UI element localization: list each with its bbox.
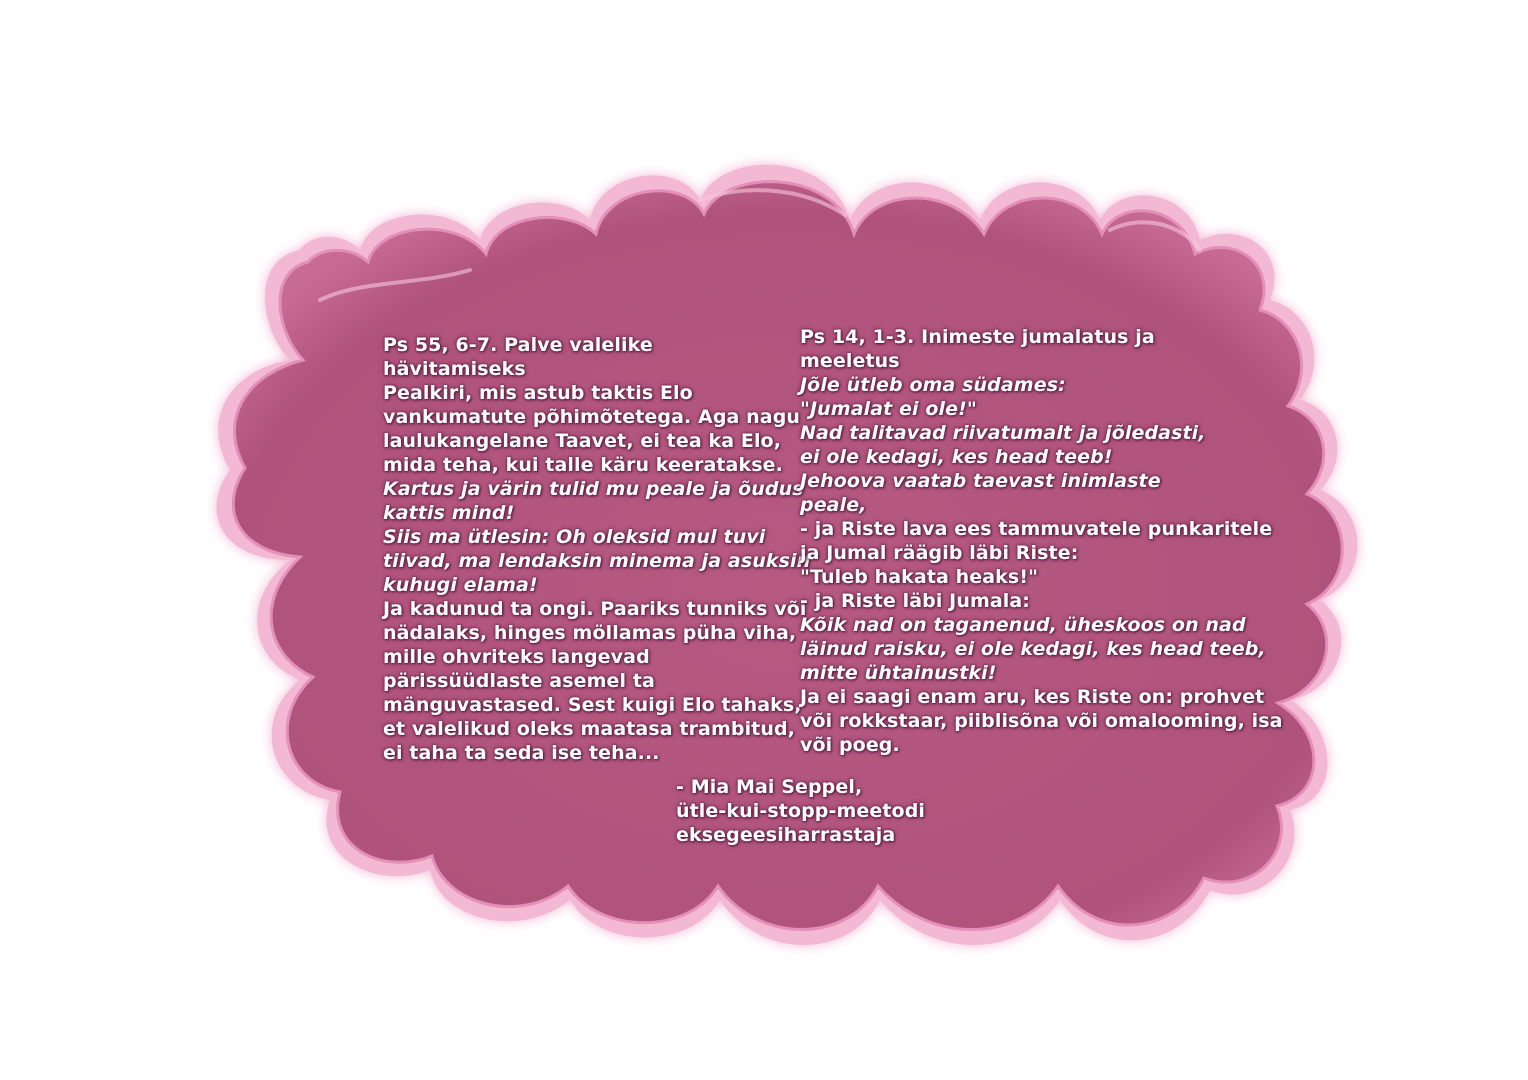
right-quote-line: Nad talitavad riivatumalt ja jõledasti, <box>800 422 1206 444</box>
left-text-line: Ja kadunud ta ongi. Paariks tunniks või <box>383 598 807 620</box>
left-text-line: mida teha, kui talle käru keeratakse. <box>383 454 783 476</box>
right-text-line: - ja Riste lava ees tammuvatele punkaritele <box>800 518 1273 540</box>
left-text-line: laulukangelane Taavet, ei tea ka Elo, <box>383 430 782 452</box>
right-text-line: "Tuleb hakata heaks!" <box>800 566 1039 588</box>
right-quote-line: Kõik nad on taganenud, üheskoos on nad <box>800 614 1246 636</box>
left-quote-line: Siis ma ütlesin: Oh oleksid mul tuvi <box>383 526 766 548</box>
left-quote-line: tiivad, ma lendaksin minema ja asuksin <box>383 550 811 572</box>
right-heading-line-2: meeletus <box>800 350 900 372</box>
signature-block <box>676 775 996 847</box>
right-column-text <box>800 325 1283 757</box>
right-quote-line: Jõle ütleb oma südames: <box>800 374 1066 396</box>
left-quote-line: Kartus ja värin tulid mu peale ja õudus <box>383 478 804 500</box>
signature-line: ütle-kui-stopp-meetodi <box>676 800 926 822</box>
signature-line: eksegeesiharrastaja <box>676 824 896 846</box>
left-text-line: ei taha ta seda ise teha... <box>383 742 660 764</box>
right-text-line: ja Jumal räägib läbi Riste: <box>800 542 1079 564</box>
left-text-line: pärissüüdlaste asemel ta <box>383 670 655 692</box>
right-quote-line: peale, <box>800 494 867 516</box>
left-text-line: mille ohvriteks langevad <box>383 646 650 668</box>
left-text-line: mänguvastased. Sest kuigi Elo tahaks, <box>383 694 802 716</box>
left-text-line: vankumatute põhimõtetega. Aga nagu <box>383 406 801 428</box>
right-quote-line: läinud raisku, ei ole kedagi, kes head teeb, <box>800 638 1266 660</box>
right-quote-line: mitte ühtainustki! <box>800 662 997 684</box>
right-text-line: või rokkstaar, piiblisõna või omalooming, isa <box>800 710 1283 732</box>
right-heading-line-1: Ps 14, 1-3. Inimeste jumalatus ja <box>800 326 1155 348</box>
left-column-text <box>383 333 811 765</box>
signature-line: - Mia Mai Seppel, <box>676 776 863 798</box>
left-text-line: Pealkiri, mis astub taktis Elo <box>383 382 693 404</box>
left-heading-line-2: hävitamiseks <box>383 358 526 380</box>
left-text-line: et valelikud oleks maatasa trambitud, <box>383 718 796 740</box>
left-heading-line-1: Ps 55, 6-7. Palve valelike <box>383 334 653 356</box>
left-text-line: nädalaks, hinges möllamas püha viha, <box>383 622 797 644</box>
right-quote-line: "Jumalat ei ole!" <box>800 398 977 420</box>
left-quote-line: kuhugi elama! <box>383 574 538 596</box>
right-text-line: Ja ei saagi enam aru, kes Riste on: prohvet <box>800 686 1265 708</box>
right-quote-line: Jehoova vaatab taevast inimlaste <box>800 470 1161 492</box>
left-quote-line: kattis mind! <box>383 502 515 524</box>
right-text-line: või poeg. <box>800 734 900 756</box>
right-quote-line: ei ole kedagi, kes head teeb! <box>800 446 1113 468</box>
right-text-line: - ja Riste läbi Jumala: <box>800 590 1030 612</box>
